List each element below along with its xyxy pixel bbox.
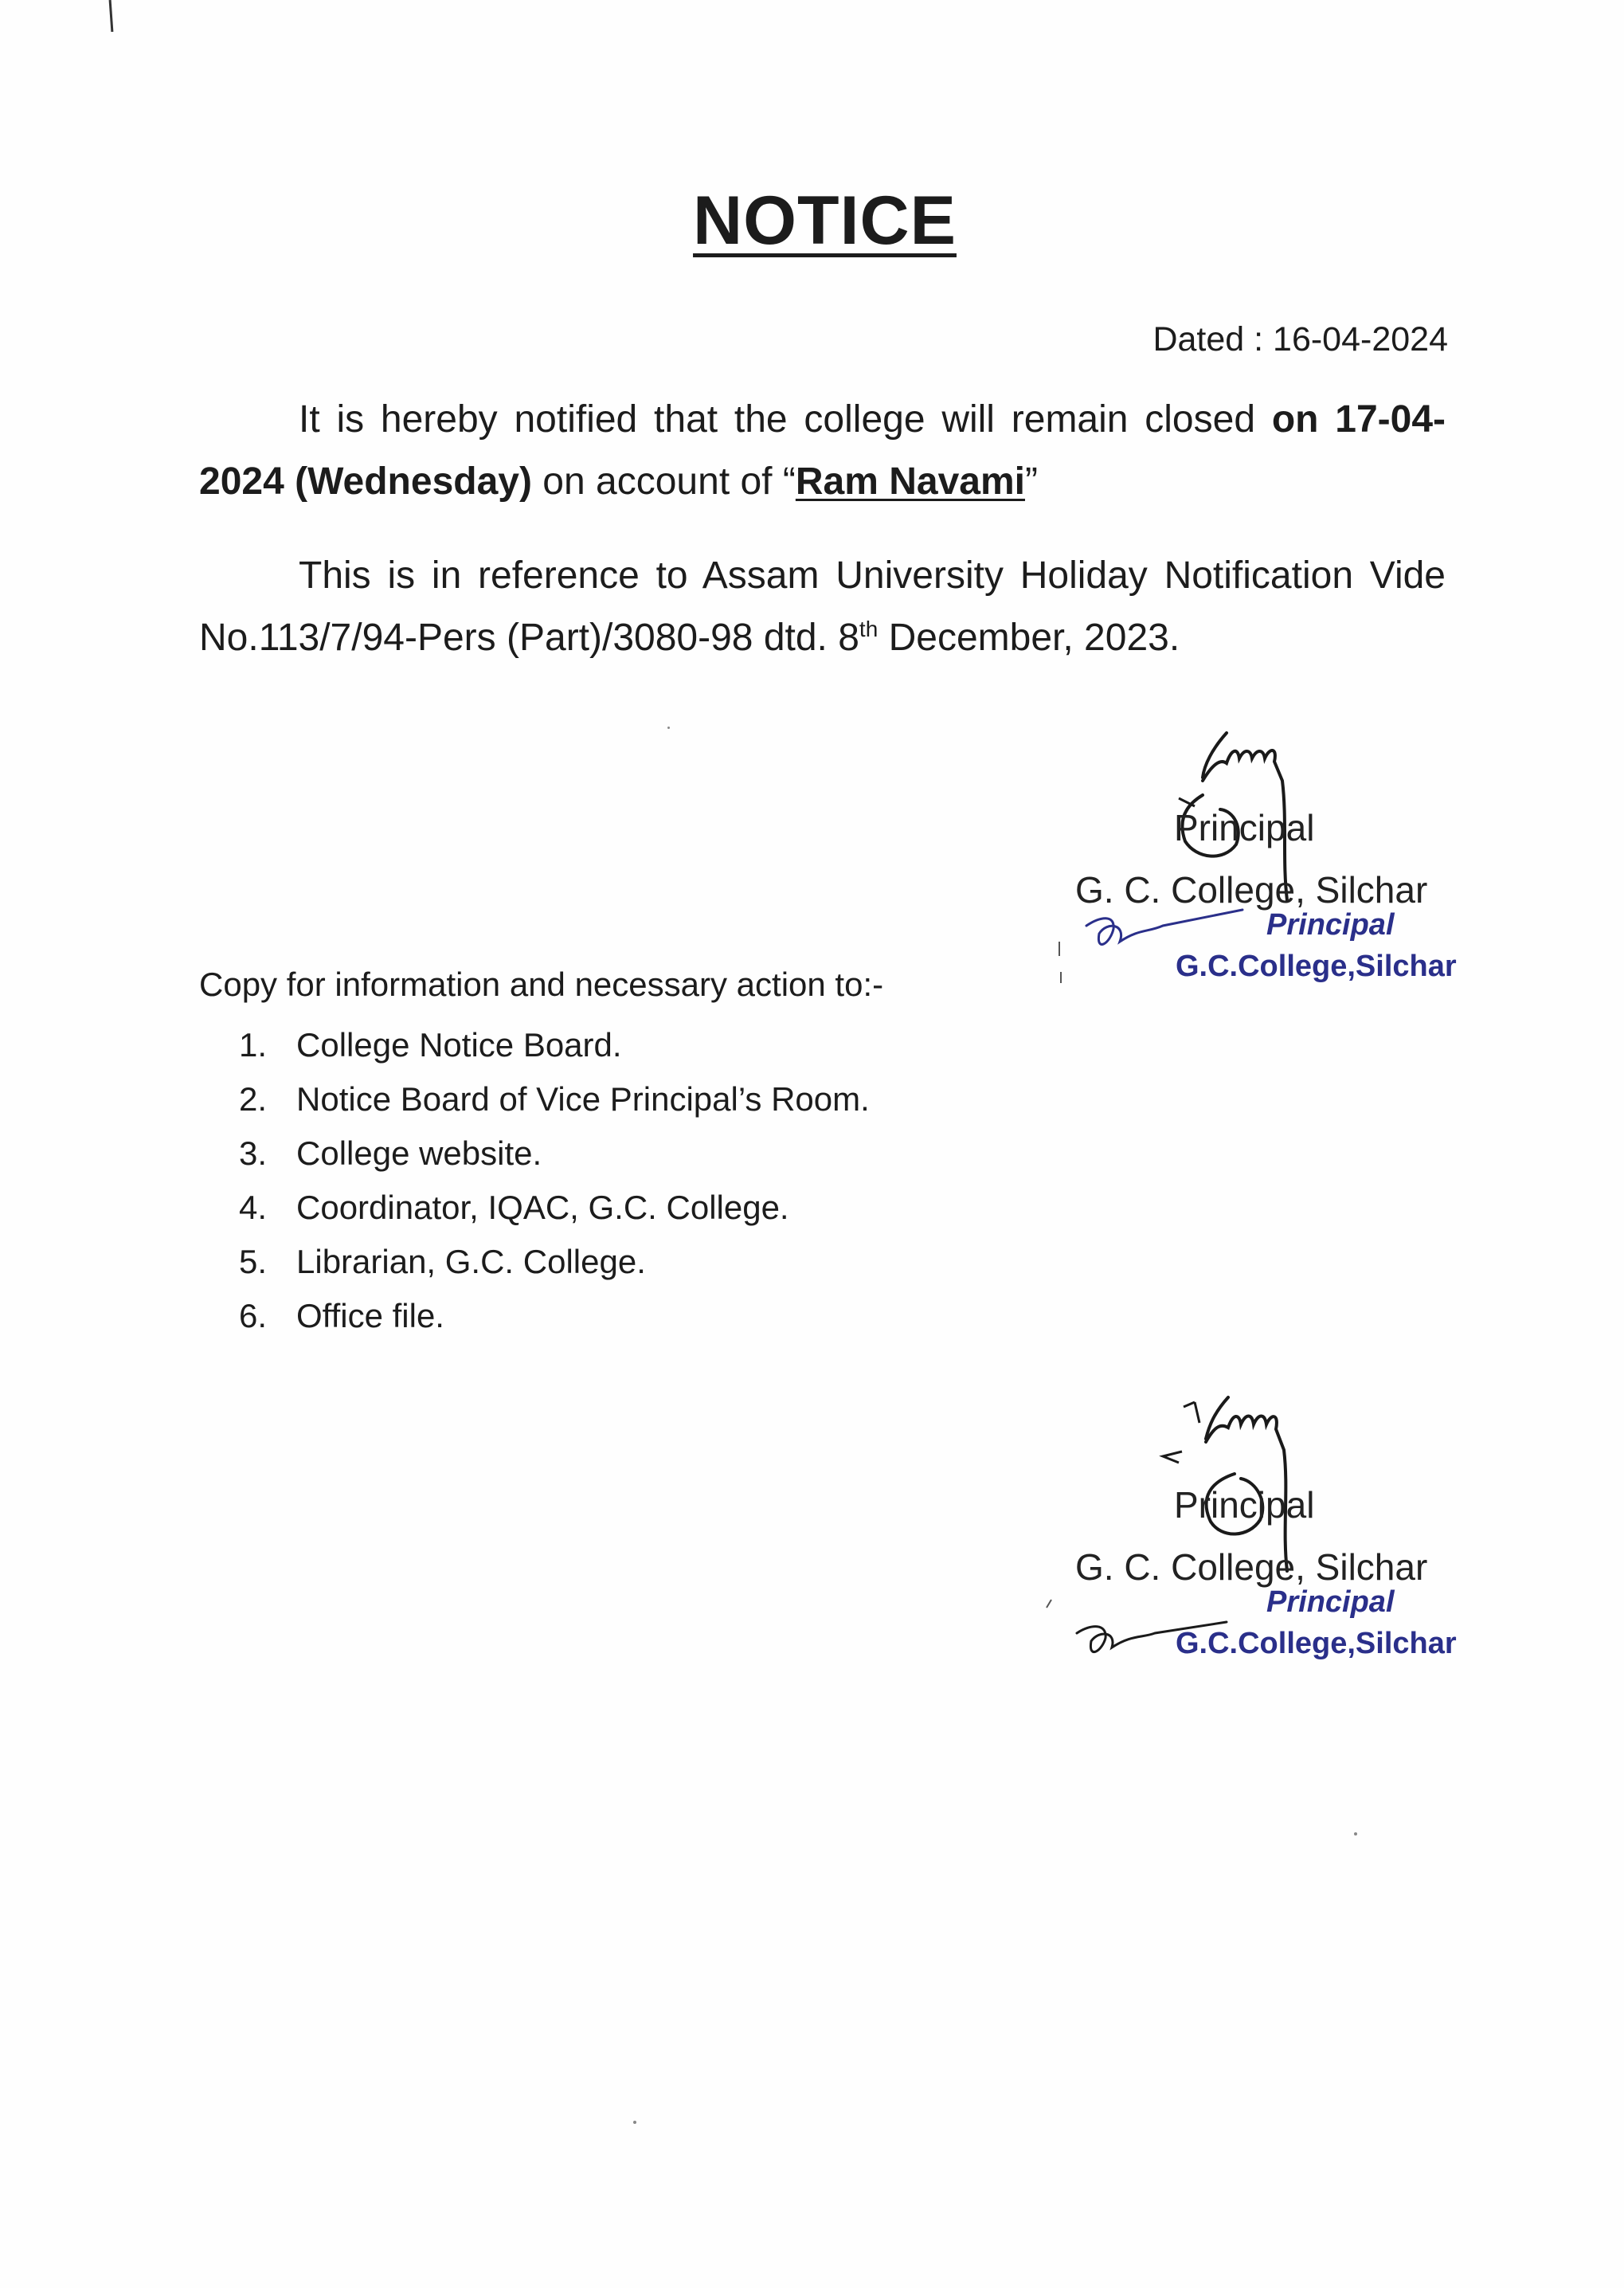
reference-paragraph: This is in reference to Assam University Holiday Notification Vide No.113/7/94-Pers (Part)/3080-98 dtd. 8th December, 2023. [199,554,1446,659]
signature-block-top [1043,717,1489,988]
stamp-designation: Principal [1266,908,1395,942]
signatory-designation: Principal [1174,807,1315,848]
paper-speck [1354,1832,1357,1835]
notice-date: Dated : 16-04-2024 [1152,320,1448,358]
signatory-designation: Principal [1174,1484,1315,1526]
signatory-institution: G. C. College, Silchar [1075,869,1428,911]
paper-speck [633,2121,636,2124]
paper-speck [667,727,670,729]
stamp-institution: G.C.College,Silchar [1176,950,1457,983]
list-item: 2. Notice Board of Vice Principal’s Room. [239,1080,870,1118]
stamp-institution: G.C.College,Silchar [1176,1627,1457,1660]
closure-date: on 17-04-2024 (Wednesday) [199,398,1446,503]
handwritten-signature [1043,1394,1489,1665]
closure-paragraph: It is hereby notified that the college will remain closed on 17-04-2024 (Wednesday) on account of “Ram Navami” [199,398,1446,503]
holiday-name: Ram Navami [795,460,1025,503]
list-item: 4. Coordinator, IQAC, G.C. College. [239,1189,789,1226]
edge-mark [109,0,114,32]
list-item: 1. College Notice Board. [239,1026,622,1064]
list-item: 3. College website. [239,1134,542,1172]
stamp-designation: Principal [1266,1585,1395,1619]
notice-title: NOTICE [693,182,957,259]
copy-heading: Copy for information and necessary action to:- [199,966,884,1003]
list-item: 6. Office file. [239,1297,444,1334]
signature-block-bottom [1043,1394,1489,1665]
signatory-institution: G. C. College, Silchar [1075,1546,1428,1588]
list-item: 5. Librarian, G.C. College. [239,1243,646,1280]
copy-list [239,1018,870,1343]
handwritten-signature [1043,717,1489,988]
